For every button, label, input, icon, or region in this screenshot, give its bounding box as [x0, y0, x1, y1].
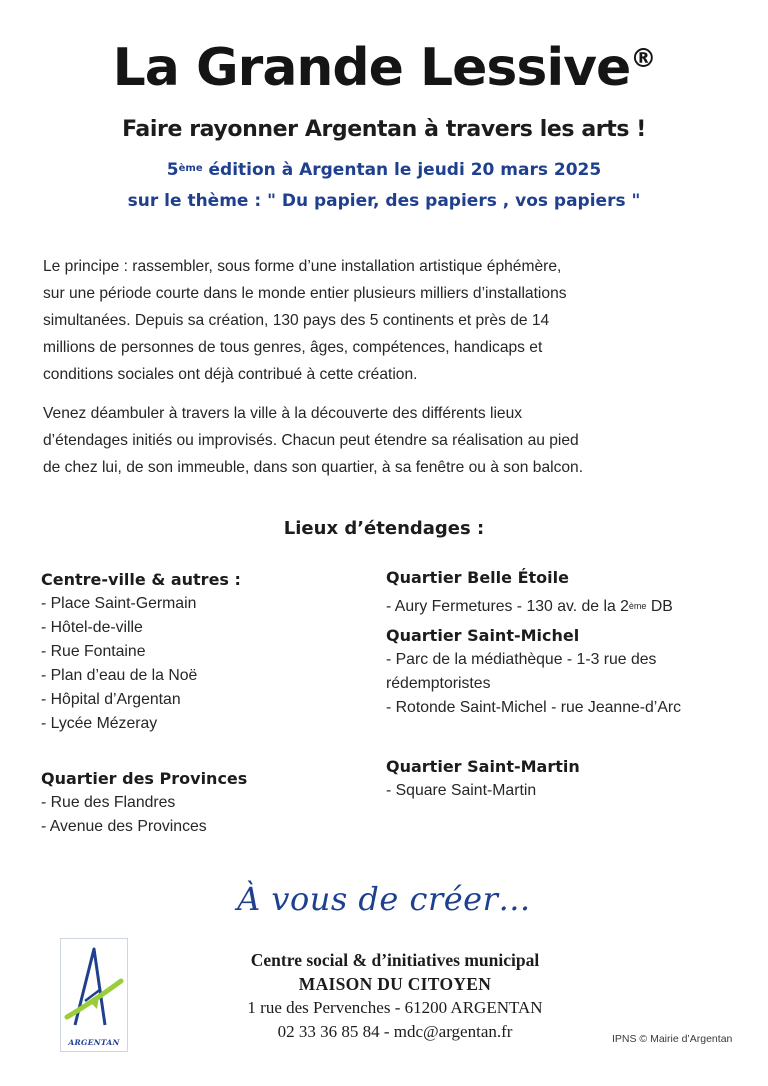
intro-paragraph-2 — [43, 400, 743, 481]
argentan-logo — [60, 938, 128, 1052]
title-text: La Grande Lessive — [112, 38, 631, 98]
footer-name: MAISON DU CITOYEN — [298, 974, 492, 994]
para1-line: simultanées. Depuis sa création, 130 pays des 5 continents et près de 14 — [43, 312, 550, 329]
para2-line: Venez déambuler à travers la ville à la découverte des différents lieux — [43, 405, 523, 422]
para1-line: sur une période courte dans le monde entier plusieurs milliers d’installations — [43, 285, 567, 302]
list-item — [386, 595, 756, 619]
para1-line: millions de personnes de tous genres, âges, compétences, handicaps et — [43, 339, 543, 356]
subtitle: Faire rayonner Argentan à travers les arts ! — [122, 117, 646, 142]
edition-line — [0, 155, 768, 186]
edition-info — [0, 155, 768, 217]
section-provinces — [41, 767, 361, 839]
list-item: - Hôtel-de-ville — [41, 619, 143, 636]
list-item: rédemptoristes — [386, 675, 491, 692]
lieux-heading: Lieux d’étendages : — [283, 518, 485, 539]
section-belle-etoile — [386, 566, 756, 619]
footer-address: 1 rue des Pervenches - 61200 ARGENTAN — [247, 998, 543, 1017]
slogan: À vous de créer… — [237, 880, 531, 918]
edition-suffix: ème — [178, 163, 203, 174]
list-item: - Rue des Flandres — [41, 794, 176, 811]
list-item: - Square Saint-Martin — [386, 782, 537, 799]
item-suffix: DB — [646, 598, 673, 615]
footer-org: Centre social & d’initiatives municipal — [250, 950, 540, 970]
section-title: Quartier Saint-Michel — [386, 626, 580, 645]
item-prefix: - Aury Fermetures - 130 av. de la 2 — [386, 598, 629, 615]
intro-paragraph-1 — [43, 253, 743, 388]
para1-line: conditions sociales ont déjà contribué à cette création. — [43, 366, 418, 383]
list-item: - Rue Fontaine — [41, 643, 146, 660]
footer-phone-email: 02 33 36 85 84 - mdc@argentan.fr — [277, 1022, 513, 1041]
list-item: - Hôpital d’Argentan — [41, 691, 181, 708]
section-saint-michel — [386, 624, 756, 720]
para2-line: de chez lui, de son immeuble, dans son quartier, à sa fenêtre ou à son balcon. — [43, 459, 584, 476]
section-title: Quartier Belle Étoile — [386, 568, 569, 587]
list-item: - Lycée Mézeray — [41, 715, 158, 732]
section-saint-martin — [386, 755, 756, 803]
list-item: - Plan d’eau de la Noë — [41, 667, 198, 684]
list-item: - Parc de la médiathèque - 1-3 rue des — [386, 651, 657, 668]
edition-text: édition à Argentan le jeudi 20 mars 2025 — [202, 160, 602, 180]
list-item: - Avenue des Provinces — [41, 818, 207, 835]
credit-text: IPNS © Mairie d’Argentan — [612, 1033, 733, 1045]
edition-number: 5 — [166, 160, 179, 180]
section-centre-ville — [41, 568, 361, 736]
page-title — [0, 38, 768, 98]
para2-line: d’étendages initiés ou improvisés. Chacun peut étendre sa réalisation au pied — [43, 432, 579, 449]
item-sup: ème — [628, 601, 647, 611]
registered-mark: ® — [630, 44, 656, 74]
section-title: Quartier des Provinces — [41, 769, 248, 788]
para1-line: Le principe : rassembler, sous forme d’une installation artistique éphémère, — [43, 258, 562, 275]
argentan-a-icon — [61, 939, 127, 1035]
section-title: Quartier Saint-Martin — [386, 757, 580, 776]
footer-contact — [180, 948, 610, 1044]
logo-label: ARGENTAN — [68, 1038, 120, 1047]
theme-line: sur le thème : " Du papier, des papiers , vos papiers " — [127, 191, 641, 211]
list-item: - Rotonde Saint-Michel - rue Jeanne-d’Arc — [386, 699, 682, 716]
section-title: Centre-ville & autres : — [41, 570, 241, 589]
list-item: - Place Saint-Germain — [41, 595, 197, 612]
